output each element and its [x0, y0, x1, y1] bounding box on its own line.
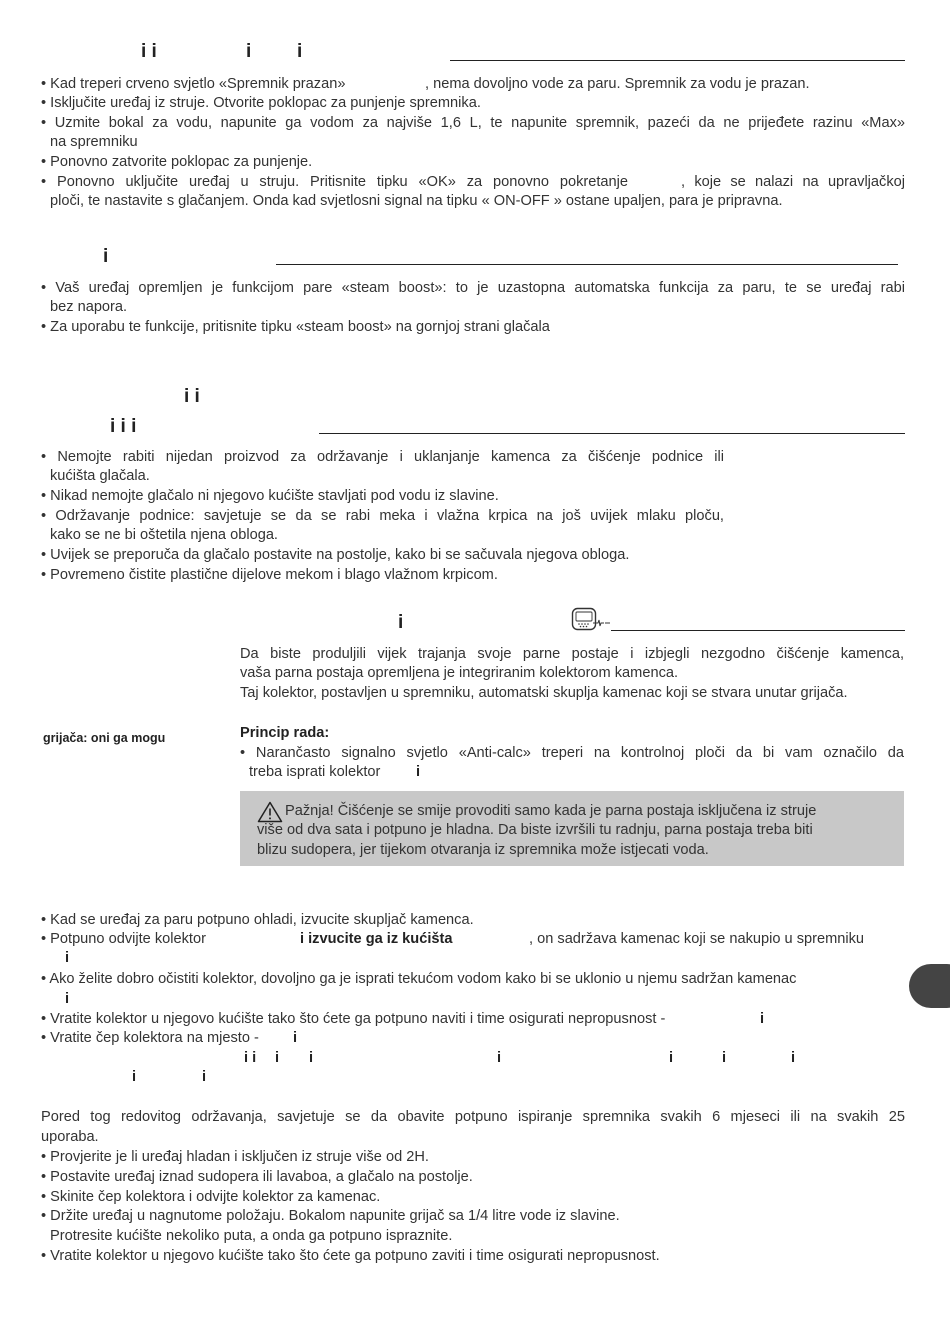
section-heading-fragment: i i: [141, 41, 157, 62]
inline-fragment: i izvucite ga iz kućišta: [300, 931, 453, 947]
paragraph-line: • Kad treperi crveno svjetlo «Spremnik prazan»: [41, 76, 346, 92]
paragraph-line: uporaba.: [41, 1129, 99, 1145]
paragraph-line: • Nikad nemojte glačalo ni njegovo kućište stavljati pod vodu iz slavine.: [41, 488, 499, 504]
paragraph-line: Protresite kućište nekoliko puta, a onda ga potpuno ispraznite.: [50, 1228, 453, 1244]
section-heading-fragment: i: [297, 41, 303, 62]
anti-calc-collector-icon: [571, 607, 611, 635]
warning-triangle-icon: [257, 801, 283, 823]
paragraph-line: • Skinite čep kolektora i odvijte kolektor za kamenac.: [41, 1189, 381, 1205]
paragraph-line: Taj kolektor, postavljen u spremniku, automatski skuplja kamenac koji se stvara unutar grijača.: [240, 685, 848, 701]
warning-box: [240, 791, 904, 866]
paragraph-line: • Uzmite bokal za vodu, napunite ga vodom za najviše 1,6 L, te napunite spremnik, pazeći da ne prijeđete razinu «Max»: [41, 115, 905, 131]
warning-line: blizu sudopera, jer tijekom otvaranja iz spremnika može istjecati voda.: [257, 842, 709, 858]
paragraph-line: • Držite uređaj u nagnutome položaju. Bokalom napunite grijač sa 1/4 litre vode iz slavine.: [41, 1208, 620, 1224]
paragraph-line: • Vaš uređaj opremljen je funkcijom pare «steam boost»: to je uzastopna automatska funkcija za paru, te se uređaj rabi: [41, 280, 905, 296]
paragraph-line: • Vratite čep kolektora na mjesto -: [41, 1030, 259, 1046]
paragraph-line: • Provjerite je li uređaj hladan i isključen iz struje više od 2H.: [41, 1149, 429, 1165]
paragraph-line: treba isprati kolektor: [249, 764, 381, 780]
heading-rule: [276, 264, 898, 265]
page-edge-tab: [909, 964, 950, 1008]
heading-fragment: i: [132, 1069, 137, 1085]
heading-rule: [611, 630, 905, 631]
paragraph-line: • Vratite kolektor u njegovo kućište tako što ćete ga potpuno zaviti i time osigurati nepropusnost.: [41, 1248, 660, 1264]
warning-line: Pažnja! Čišćenje se smije provoditi samo kada je parna postaja isključena iz struje: [285, 803, 817, 819]
paragraph-line: Pored tog redovitog održavanja, savjetuje se da obavite potpuno ispiranje spremnika svakih 6 mjeseci ili na svakih 25: [41, 1109, 905, 1125]
paragraph-line: • Kad se uređaj za paru potpuno ohladi, izvucite skupljač kamenca.: [41, 912, 474, 928]
heading-fragment: i: [722, 1050, 727, 1066]
paragraph-line: kućišta glačala.: [50, 468, 150, 484]
margin-note: grijača: oni ga mogu: [43, 731, 166, 745]
heading-fragment: i: [791, 1050, 796, 1066]
section-heading-fragment: i i: [184, 386, 200, 407]
paragraph-line: , nema dovoljno vode za paru. Spremnik za vodu je prazan.: [425, 76, 810, 92]
paragraph-line: vaša parna postaja opremljena je integriranim kolektorom kamenca.: [240, 665, 679, 681]
paragraph-line: • Postavite uređaj iznad sudopera ili lavaboa, a glačalo na postolje.: [41, 1169, 473, 1185]
inline-fragment: i: [65, 991, 70, 1007]
section-heading-fragment: i: [398, 612, 404, 633]
heading-fragment: i: [309, 1050, 314, 1066]
heading-fragment: i: [497, 1050, 502, 1066]
heading-fragment: i: [275, 1050, 280, 1066]
inline-fragment: i: [65, 950, 70, 966]
paragraph-line: kako se ne bi oštetila njena obloga.: [50, 527, 278, 543]
paragraph-line: • Ponovno zatvorite poklopac za punjenje.: [41, 154, 313, 170]
paragraph-line: • Potpuno odvijte kolektor: [41, 931, 206, 947]
paragraph-line: • Za uporabu te funkcije, pritisnite tipku «steam boost» na gornjoj strani glačala: [41, 319, 550, 335]
section-heading-fragment: i: [103, 246, 109, 267]
paragraph-line: ploči, te nastavite s glačanjem. Onda kad svjetlosni signal na tipku « ON-OFF » ostane upaljen, para je pripravna.: [50, 193, 783, 209]
paragraph-line: • Nemojte rabiti nijedan proizvod za održavanje i uklanjanje kamenca za čišćenje podnice ili: [41, 449, 724, 465]
principle-title: Princip rada:: [240, 725, 330, 741]
paragraph-line: • Povremeno čistite plastične dijelove mekom i blago vlažnom krpicom.: [41, 567, 498, 583]
inline-fragment: i: [293, 1030, 298, 1046]
paragraph-line: • Ponovno uključite uređaj u struju. Pritisnite tipku «OK» za ponovno pokretanje: [41, 174, 628, 190]
heading-rule: [450, 60, 905, 61]
paragraph-line: • Vratite kolektor u njegovo kućište tako što ćete ga potpuno naviti i time osigurati nepropusnost -: [41, 1011, 666, 1027]
paragraph-line: • Održavanje podnice: savjetuje se da se rabi meka i vlažna krpica na još uvijek mlaku ploču,: [41, 508, 724, 524]
paragraph-line: • Narančasto signalno svjetlo «Anti-calc» treperi na kontrolnoj ploči da bi vam označilo da: [240, 745, 904, 761]
paragraph-line: • Ako želite dobro očistiti kolektor, dovoljno ga je isprati tekućom vodom kako bi se uklonio u njemu sadržan kamenac: [41, 971, 797, 987]
heading-rule: [319, 433, 905, 434]
paragraph-line: , koje se nalazi na upravljačkoj: [681, 174, 905, 190]
paragraph-line: • Uvijek se preporuča da glačalo postavite na postolje, kako bi se sačuvala njegova obloga.: [41, 547, 630, 563]
inline-fragment: i: [760, 1011, 765, 1027]
section-heading-fragment: i: [246, 41, 252, 62]
paragraph-line: na spremniku: [50, 134, 138, 150]
warning-line: više od dva sata i potpuno je hladna. Da biste izvršili tu radnju, parna postaja treba biti: [257, 822, 813, 838]
paragraph-line: • Isključite uređaj iz struje. Otvorite poklopac za punjenje spremnika.: [41, 95, 481, 111]
paragraph-line: bez napora.: [50, 299, 128, 315]
paragraph-line: Da biste produljili vijek trajanja svoje parne postaje i izbjegli nezgodno čišćenje kamenca,: [240, 646, 904, 662]
heading-fragment: i: [669, 1050, 674, 1066]
section-heading-fragment: i i i: [110, 416, 137, 437]
inline-fragment: i: [416, 764, 421, 780]
heading-fragment: i: [202, 1069, 207, 1085]
paragraph-line: , on sadržava kamenac koji se nakupio u spremniku: [529, 931, 865, 947]
heading-fragment: i i: [244, 1050, 257, 1066]
